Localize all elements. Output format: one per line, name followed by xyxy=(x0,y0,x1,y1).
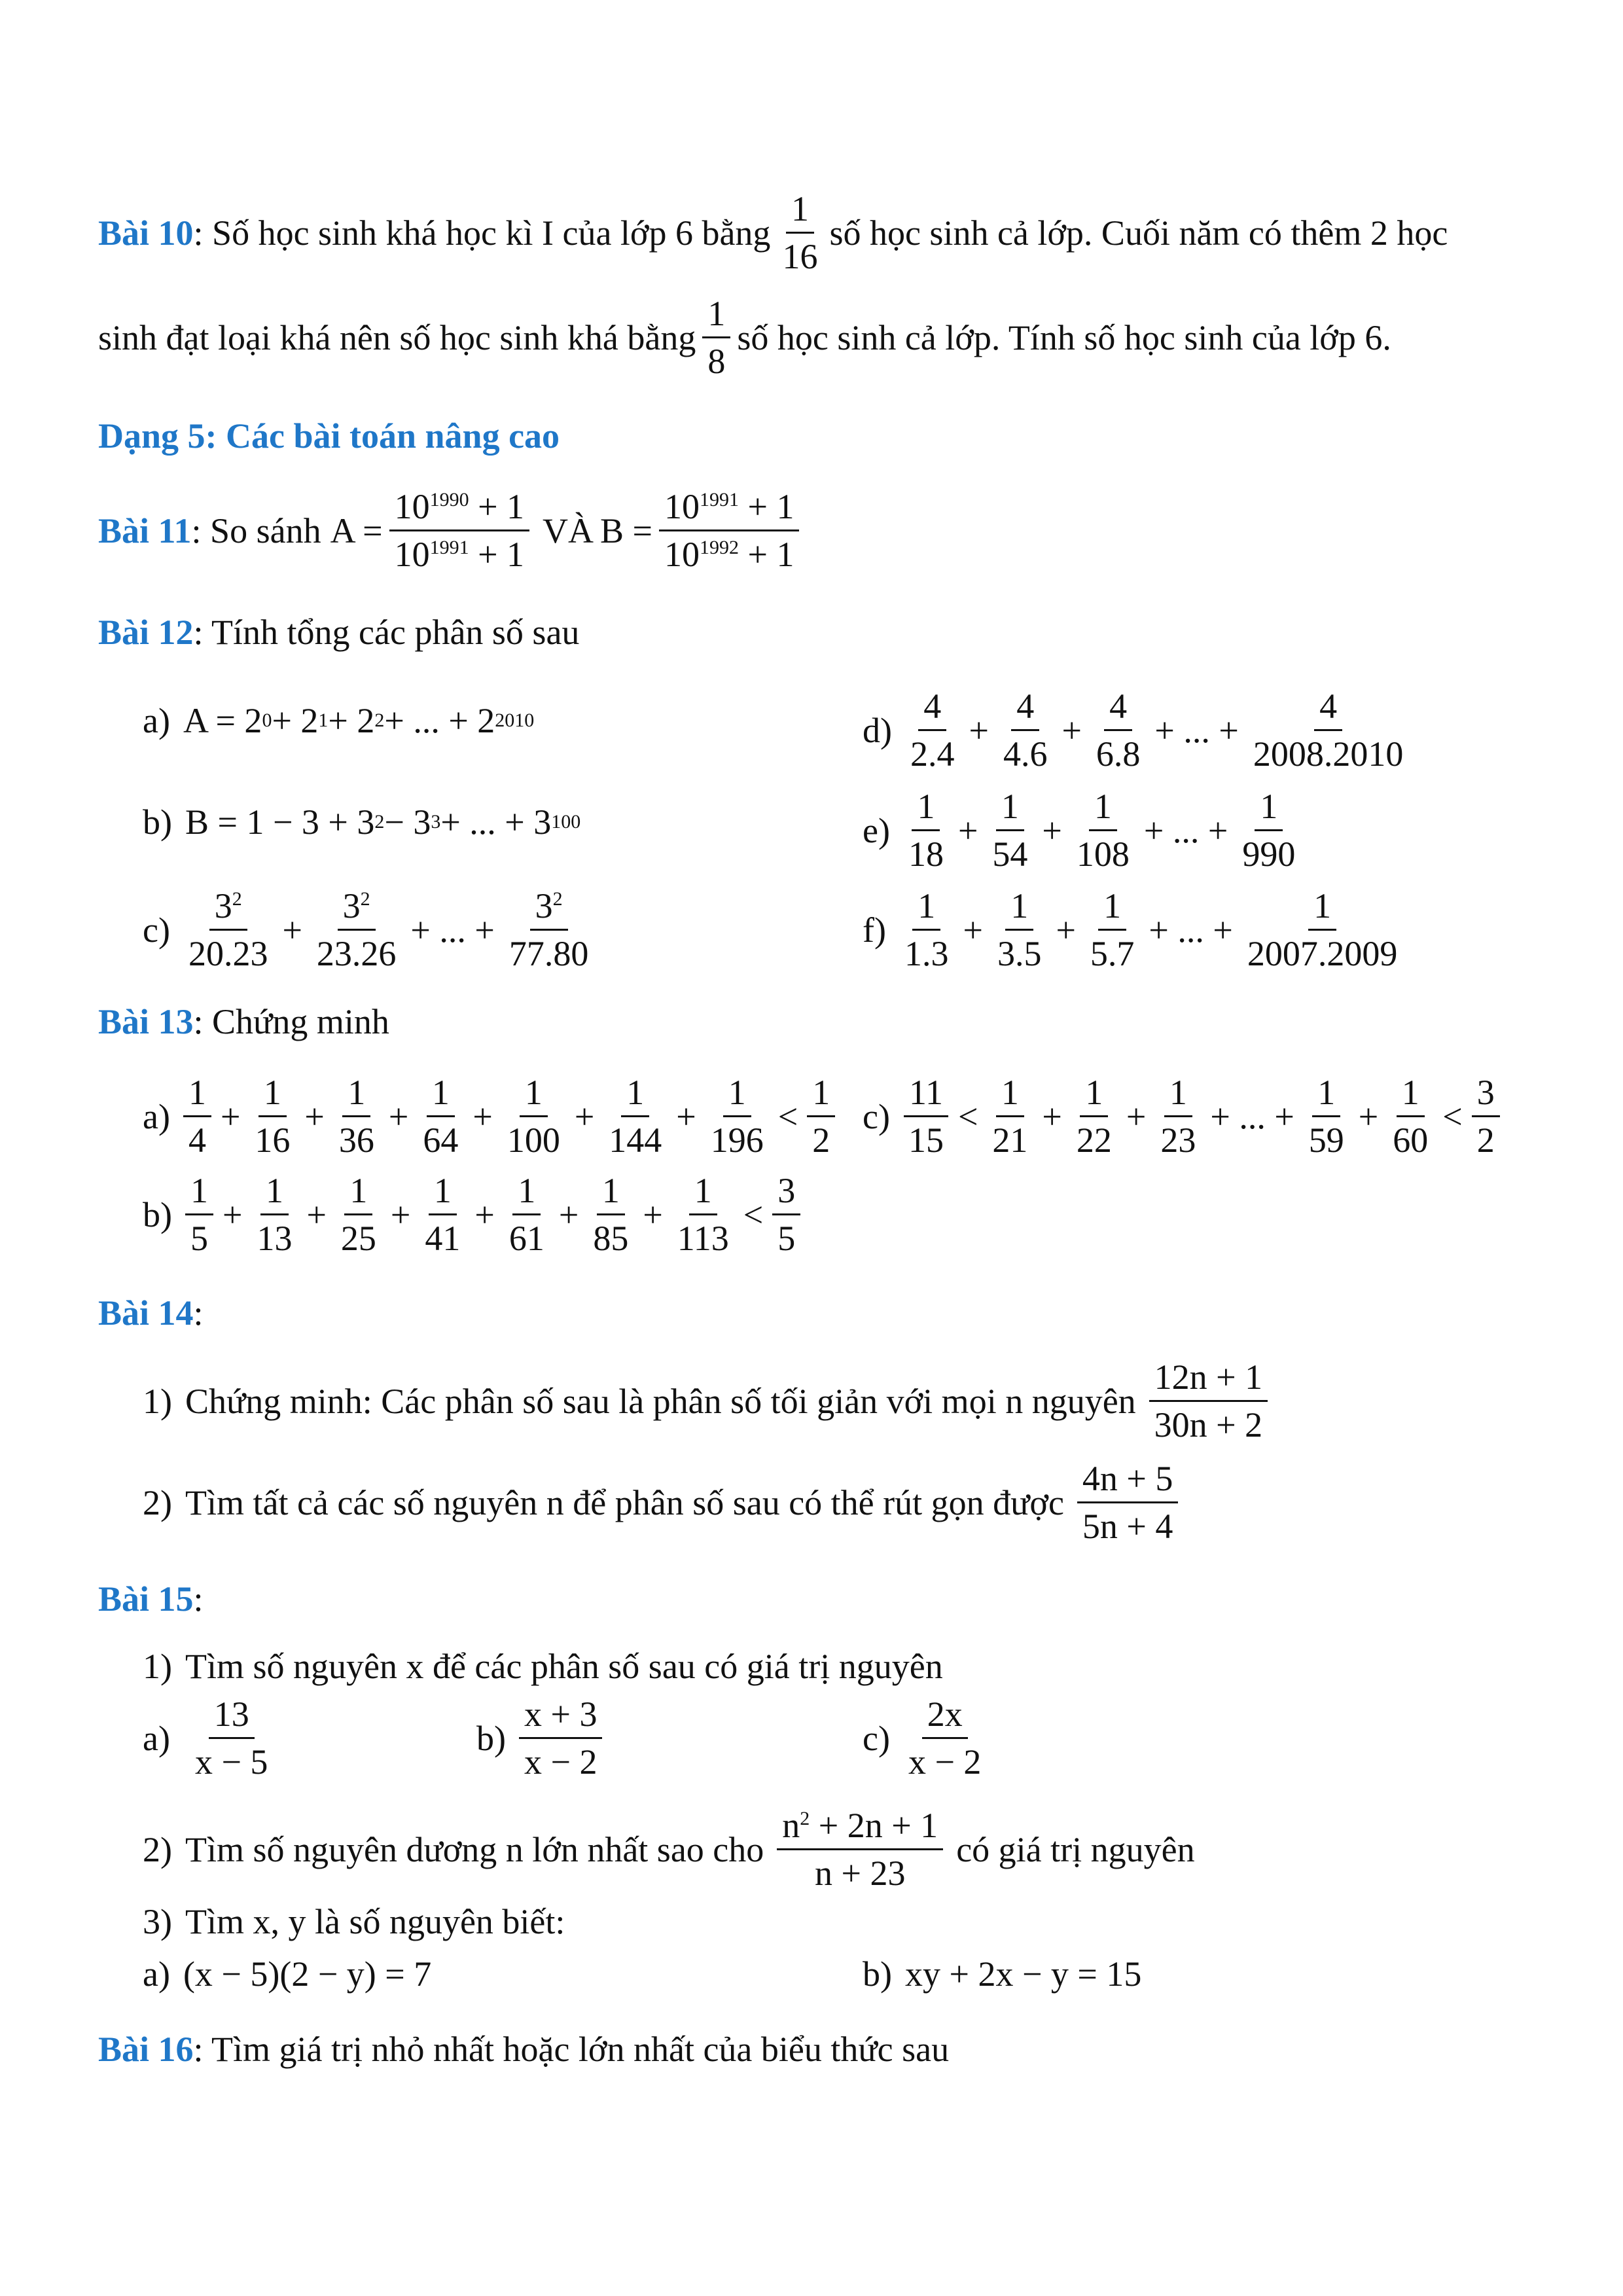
bai10-fraction-2: $\frac{1}{8}$ xyxy=(702,295,730,381)
bai11-b-lhs: B = xyxy=(600,511,653,550)
dang5-title: Dạng 5: Các bài toán nâng cao xyxy=(98,416,560,456)
bai10-text2: số học sinh cả lớp. Cuối năm có thêm 2 học xyxy=(829,213,1448,253)
bai12-d-mark: d) xyxy=(863,710,892,750)
bai12-a-mark: a) xyxy=(143,701,170,740)
bai15-eq-a: a) (x − 5)(2 − y) = 7 xyxy=(143,1954,432,1994)
bai13-line xyxy=(98,1001,389,1042)
bai10-label: Bài 10 xyxy=(98,213,194,253)
bai13-a-mark: a) xyxy=(143,1096,170,1136)
bai11-fraction-b: $\frac{10^{1991} + 1}{10^{1992} + 1}$ xyxy=(659,488,799,574)
bai10-text1: : Số học sinh khá học kì I của lớp 6 bằng xyxy=(193,213,771,253)
bai12-line xyxy=(98,612,579,653)
bai14-line: Bài 14 : xyxy=(98,1293,204,1333)
bai12-b: b) B = 1 − 3 + 3 2 − 3 3 + ... + 3 100 xyxy=(143,802,581,842)
bai15-item-1: 1) Tìm số nguyên x để các phân số sau có giá trị nguyên xyxy=(143,1647,943,1686)
bai14-item-1: 1) Chứng minh: Các phân số sau là phân số tối giản với mọi n nguyên $\frac{12n + 1}{30n + 2}$ xyxy=(143,1358,1274,1444)
bai16-text: : Tìm giá trị nhỏ nhất hoặc lớn nhất của biểu thức sau xyxy=(193,2030,950,2069)
bai11-va: VÀ xyxy=(543,511,594,550)
bai10-line1 xyxy=(98,190,1448,276)
bai12-c: c) $\frac{3^2}{20.23}$ + $\frac{3^2}{23.26}$ + ... + $\frac{3^2}{77.80}$ xyxy=(143,886,589,974)
bai15-b: b) $\frac{x + 3}{x - 2}$ xyxy=(476,1695,609,1782)
bai11-a-lhs: A = xyxy=(330,511,383,550)
bai15-c: c) $\frac{2x}{x - 2}$ xyxy=(863,1695,982,1782)
bai12-d: d) $\frac{4}{2.4}$ + $\frac{4}{4.6}$ + $\frac{4}{6.8}$ + ... + $\frac{4}{2008.2010}$ xyxy=(863,687,1404,774)
bai12-f: f) $\frac{1}{1.3}$ + $\frac{1}{3.5}$ + $\frac{1}{5.7}$ + ... + $\frac{1}{2007.2009}$ xyxy=(863,886,1398,974)
bai12-f-mark: f) xyxy=(863,910,886,950)
bai10-fraction-1: $\frac{1}{16}$ xyxy=(782,189,818,277)
bai13-label: Bài 13 xyxy=(98,1002,194,1041)
bai14-label: Bài 14 xyxy=(98,1293,194,1333)
bai13-a: a) $\frac{1}{4}$ + $\frac{1}{16}$ + $\frac{1}{36}$ + $\frac{1}{64}$ + $\frac{1}{100}$ + $\frac{1}{144}$ + $\frac{1}{196}$ < $\frac{1}{2}$ xyxy=(143,1073,842,1160)
bai15-eq-b: b) xy + 2x − y = 15 xyxy=(863,1954,1142,1994)
bai14-fraction-1: $\frac{12n + 1}{30n + 2}$ xyxy=(1149,1358,1268,1444)
bai14-item-2: 2) Tìm tất cả các số nguyên n để phân số sau có thể rút gọn được $\frac{4n + 5}{5n + 4}$ xyxy=(143,1460,1185,1546)
bai12-e: e) $\frac{1}{18}$ + $\frac{1}{54}$ + $\frac{1}{108}$ + ... + $\frac{1}{990}$ xyxy=(863,787,1296,874)
bai11-label: Bài 11 xyxy=(98,511,192,550)
bai11-line xyxy=(98,488,806,574)
bai12-c-mark: c) xyxy=(143,910,170,950)
bai12-text: : Tính tổng các phân số sau xyxy=(193,613,580,652)
bai10-line2 xyxy=(98,295,1391,381)
bai12-e-mark: e) xyxy=(863,810,890,850)
bai16-label: Bài 16 xyxy=(98,2030,194,2069)
bai12-label: Bài 12 xyxy=(98,613,194,652)
dang5-heading xyxy=(98,416,560,456)
bai14-fraction-2: $\frac{4n + 5}{5n + 4}$ xyxy=(1077,1460,1178,1546)
bai13-text: : Chứng minh xyxy=(193,1002,389,1041)
bai10-text4: số học sinh cả lớp. Tính số học sinh của lớp 6. xyxy=(737,317,1391,357)
bai10-text3: sinh đạt loại khá nên số học sinh khá bằng xyxy=(98,317,696,357)
bai12-a: a) A = 2 0 + 2 1 + 2 2 + ... + 2 2010 xyxy=(143,701,535,740)
bai11-text: : So sánh xyxy=(191,511,321,550)
bai16-line xyxy=(98,2029,949,2070)
bai15-line: Bài 15 : xyxy=(98,1579,204,1619)
bai15-item-3: 3) Tìm x, y là số nguyên biết: xyxy=(143,1902,565,1941)
bai12-b-mark: b) xyxy=(143,802,172,842)
bai15-label: Bài 15 xyxy=(98,1579,194,1619)
bai13-c: c) $\frac{11}{15}$ < $\frac{1}{21}$ + $\frac{1}{22}$ + $\frac{1}{23}$ + ... + $\frac{1}{59}$ + $\frac{1}{60}$ < $\frac{3}{2}$ xyxy=(863,1073,1507,1160)
bai13-b: b) $\frac{1}{5}$ + $\frac{1}{13}$ + $\frac{1}{25}$ + $\frac{1}{41}$ + $\frac{1}{61}$ + $\frac{1}{85}$ + $\frac{1}{113}$ < $\frac{3}{5}$ xyxy=(143,1172,807,1258)
bai15-a: a) $\frac{13}{x - 5}$ xyxy=(143,1695,268,1782)
bai13-b-mark: b) xyxy=(143,1194,172,1234)
bai11-fraction-a: $\frac{10^{1990} + 1}{10^{1991} + 1}$ xyxy=(389,488,529,574)
bai15-item-2: 2) Tìm số nguyên dương n lớn nhất sao cho $\frac{n^2 + 2n + 1}{n + 23}$ có giá trị nguyên xyxy=(143,1806,1195,1893)
bai13-c-mark: c) xyxy=(863,1096,890,1136)
